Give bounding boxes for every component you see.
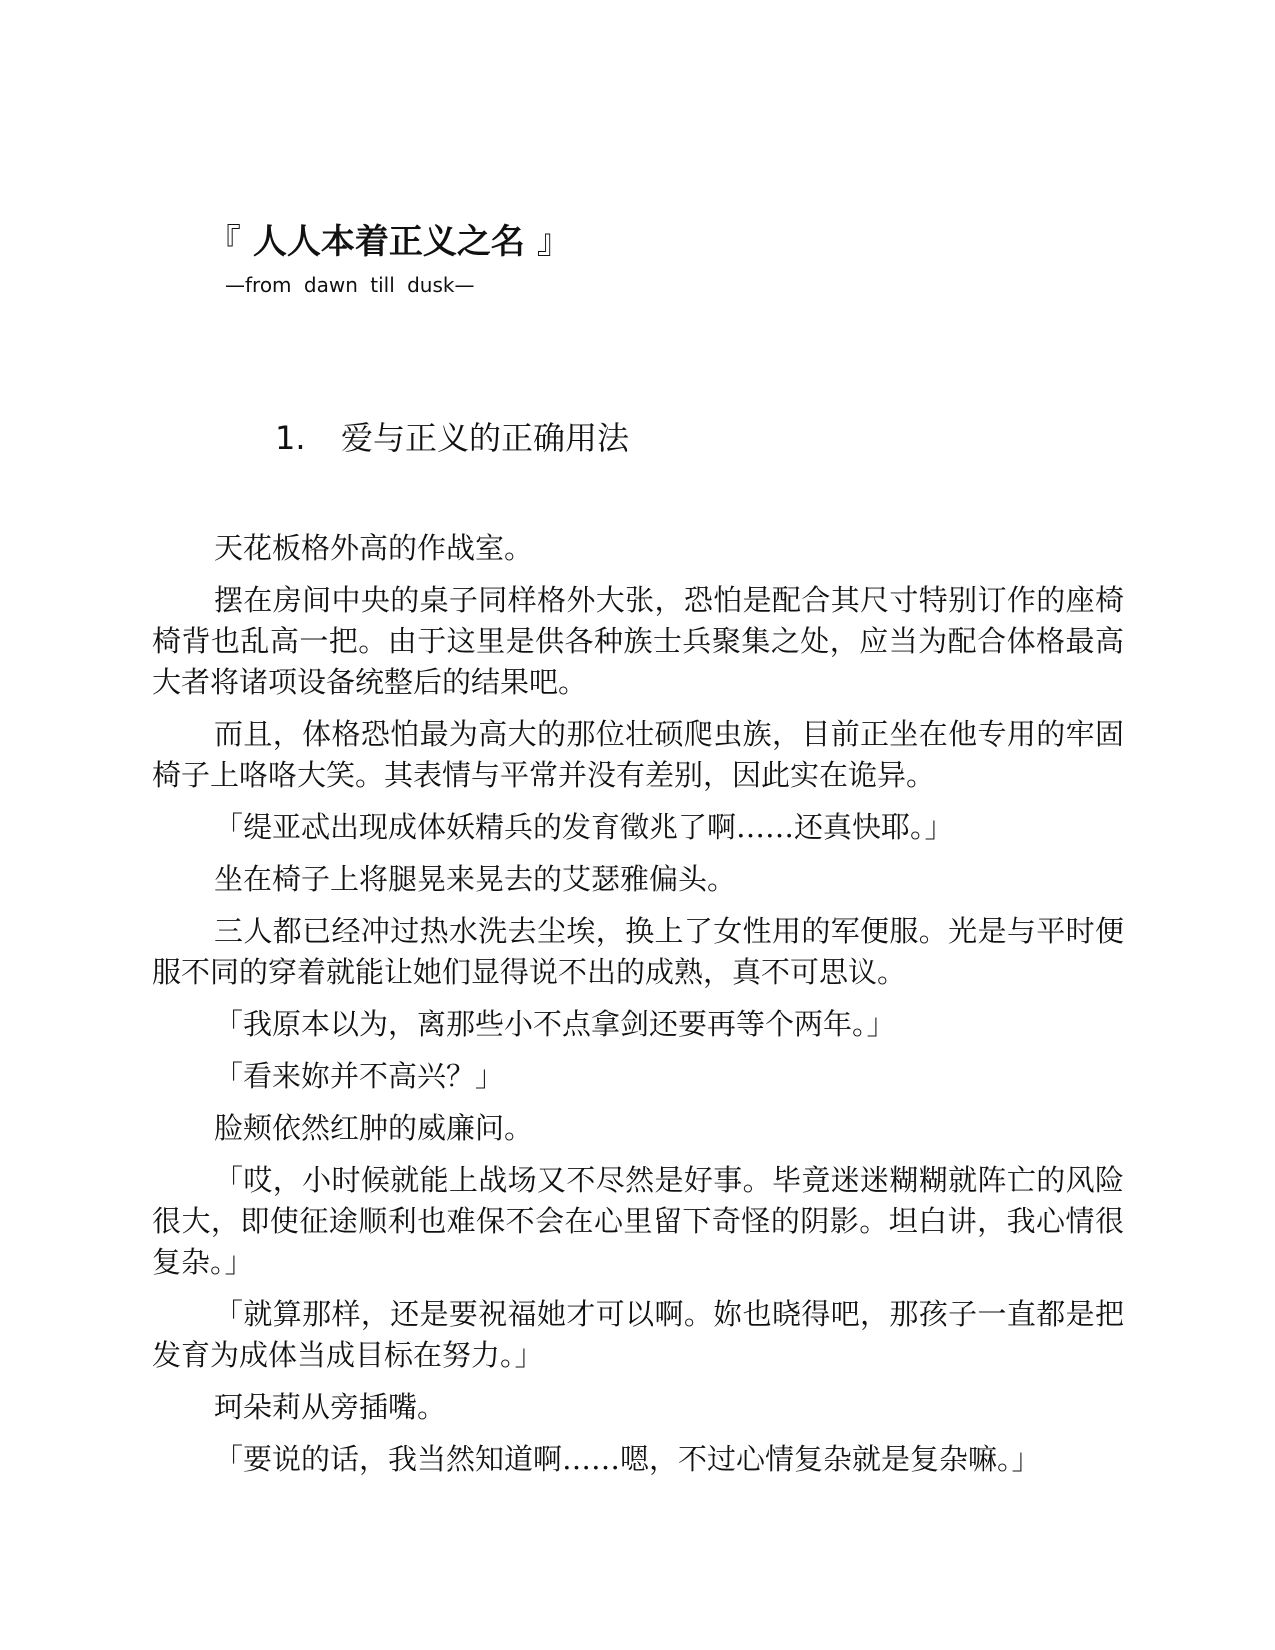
paragraph: 「要说的话，我当然知道啊……嗯，不过心情复杂就是复杂嘛。」 (214, 1442, 1041, 1476)
paragraph: 三人都已经冲过热水洗去尘埃，换上了女性用的军便服。光是与平时便服不同的穿着就能让她们显得说不出的成熟，真不可思议。 (152, 914, 1124, 989)
paragraph: 「我原本以为，离那些小不点拿剑还要再等个两年。」 (214, 1007, 896, 1041)
paragraph: 「看来妳并不高兴？」 (214, 1059, 505, 1093)
paragraph: 「缇亚忒出现成体妖精兵的发育徵兆了啊……还真快耶。」 (214, 810, 954, 844)
paragraph: 天花板格外高的作战室。 (214, 531, 534, 565)
paragraph: 「就算那样，还是要祝福她才可以啊。妳也晓得吧，那孩子一直都是把发育为成体当成目标在努力。」 (152, 1297, 1124, 1372)
title-close-bracket: 』 (536, 222, 571, 262)
paragraph: 坐在椅子上将腿晃来晃去的艾瑟雅偏头。 (214, 862, 737, 896)
paragraph: 珂朵莉从旁插嘴。 (214, 1390, 447, 1424)
book-subtitle: —from dawn till dusk— (225, 273, 475, 297)
book-title (207, 222, 571, 262)
body-text (152, 528, 1124, 1491)
chapter-heading (275, 418, 629, 458)
paragraph: 摆在房间中央的桌子同样格外大张，恐怕是配合其尺寸特别订作的座椅椅背也乱高一把。由于这里是供各种族士兵聚集之处，应当为配合体格最高大者将诸项设备统整后的结果吧。 (152, 583, 1124, 699)
chapter-title: 爱与正义的正确用法 (341, 419, 630, 457)
paragraph: 而且，体格恐怕最为高大的那位壮硕爬虫族，目前正坐在他专用的牢固椅子上咯咯大笑。其表情与平常并没有差别，因此实在诡异。 (152, 717, 1124, 792)
book-title-text: 人人本着正义之名 (252, 222, 525, 262)
title-open-bracket: 『 (207, 222, 241, 262)
paragraph: 脸颊依然红肿的威廉问。 (214, 1111, 534, 1145)
paragraph: 「哎，小时候就能上战场又不尽然是好事。毕竟迷迷糊糊就阵亡的风险很大，即使征途顺利也难保不会在心里留下奇怪的阴影。坦白讲，我心情很复杂。」 (152, 1163, 1124, 1279)
chapter-number: 1. (275, 419, 306, 457)
